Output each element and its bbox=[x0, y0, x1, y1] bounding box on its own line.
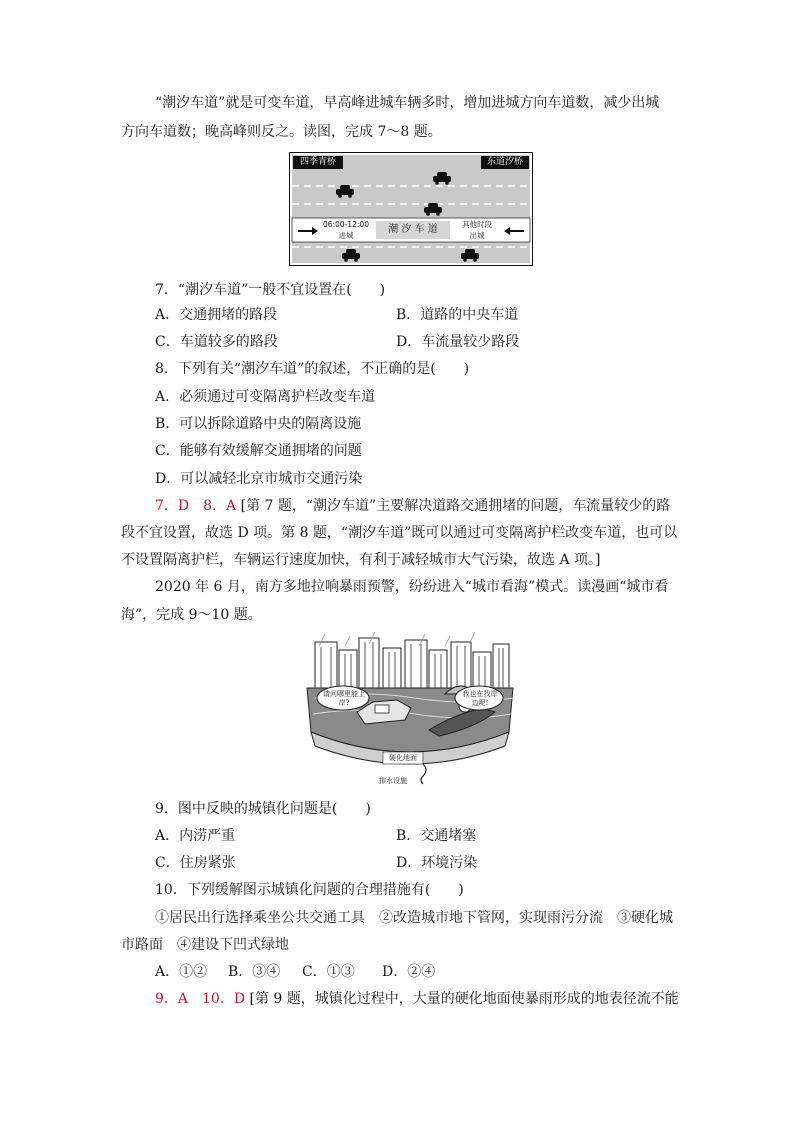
inbound-direction: 进城 bbox=[338, 231, 354, 240]
drainage-label: 排水设施 bbox=[379, 777, 407, 785]
intro2-line1: 2020 年 6 月，南方多地拉响暴雨预警，纷纷进入“城市看海”模式。读漫画“城市看 bbox=[155, 579, 669, 595]
outbound-time: 其他时段 bbox=[462, 220, 492, 229]
q9-option-c: C．住房紧张 bbox=[155, 855, 236, 871]
q9-option-b: B．交通堵塞 bbox=[396, 828, 477, 844]
answer-9-10-label: 9．A 10．D bbox=[155, 991, 246, 1007]
q10-option-d: D．②④ bbox=[382, 964, 436, 980]
q7-option-d: D．车流量较少路段 bbox=[396, 334, 520, 350]
flooded-city-cartoon bbox=[305, 632, 515, 792]
answer-7-8-explanation: [第 7 题，“潮汐车道”主要解决道路交通拥堵的问题，车流量较少的路 bbox=[240, 498, 671, 514]
q7-option-b: B．道路的中央车道 bbox=[396, 307, 519, 323]
q8-option-a: A．必须通过可变隔离护栏改变车道 bbox=[155, 389, 376, 405]
q8-option-d: D．可以减轻北京市城市交通污染 bbox=[155, 471, 363, 487]
hardened-ground-label: 硬化地面 bbox=[389, 754, 417, 762]
answer-7-8-line3: 不设置隔离护栏，车辆运行速度加快，有利于减轻城市大气污染，故选 A 项。] bbox=[121, 552, 601, 568]
q10-statements-line1: ①居民出行选择乘坐公共交通工具 ②改造城市地下管网，实现雨污分流 ③硬化城 bbox=[155, 910, 673, 926]
answer-7-8-line2: 段不宜设置，故选 D 项。第 8 题，“潮汐车道”既可以通过可变隔离护栏改变车道，也可以 bbox=[121, 525, 678, 541]
speech-bubble-right: 我也在找岸边呢! bbox=[462, 690, 498, 707]
q8-option-b: B．可以拆除道路中央的隔离设施 bbox=[155, 416, 362, 432]
intro2-line2: 海”，完成 9～10 题。 bbox=[121, 607, 262, 623]
tidal-lane-figure bbox=[289, 152, 533, 266]
q10-option-b: B．③④ bbox=[228, 964, 281, 980]
q9-option-a: A．内涝严重 bbox=[155, 828, 236, 844]
answer-7-8-line1 bbox=[155, 496, 670, 516]
intro1-line1: “潮汐车道”就是可变车道，早高峰进城车辆多时，增加进城方向车道数，减少出城 bbox=[155, 95, 660, 111]
q8-stem: 8．下列有关“潮汐车道”的叙述，不正确的是( ) bbox=[155, 361, 470, 377]
q10-option-a: A．①② bbox=[155, 964, 208, 980]
q10-stem: 10．下列缓解图示城镇化问题的合理措施有( ) bbox=[155, 882, 464, 898]
left-bridge-sign: 四季青桥 bbox=[299, 157, 336, 167]
speech-bubble-left: 请问哪里能上岸? bbox=[323, 690, 365, 707]
q10-statements-line2: 市路面 ④建设下凹式绿地 bbox=[121, 937, 289, 953]
tidal-lane-label: 潮 汐 车 道 bbox=[388, 224, 438, 235]
inbound-time: 06:00-12:00 bbox=[323, 220, 369, 229]
right-bridge-sign: 东道汐桥 bbox=[486, 157, 523, 167]
q7-stem: 7．“潮汐车道”一般不宜设置在( ) bbox=[155, 282, 386, 298]
q8-option-c: C．能够有效缓解交通拥堵的问题 bbox=[155, 443, 362, 459]
q7-option-a: A．交通拥堵的路段 bbox=[155, 307, 278, 323]
q10-option-c: C．①③ bbox=[302, 964, 355, 980]
answer-7-8-label: 7．D 8．A bbox=[155, 498, 237, 514]
intro1-line2: 方向车道数；晚高峰则反之。读图，完成 7～8 题。 bbox=[121, 124, 442, 140]
q7-option-c: C．车道较多的路段 bbox=[155, 334, 278, 350]
outbound-direction: 出城 bbox=[469, 231, 485, 240]
answer-9-10-line1 bbox=[155, 989, 679, 1009]
q9-option-d: D．环境污染 bbox=[396, 855, 478, 871]
q9-stem: 9．图中反映的城镇化问题是( ) bbox=[155, 801, 371, 817]
answer-9-10-explanation: [第 9 题，城镇化过程中，大量的硬化地面使暴雨形成的地表径流不能 bbox=[249, 991, 679, 1007]
